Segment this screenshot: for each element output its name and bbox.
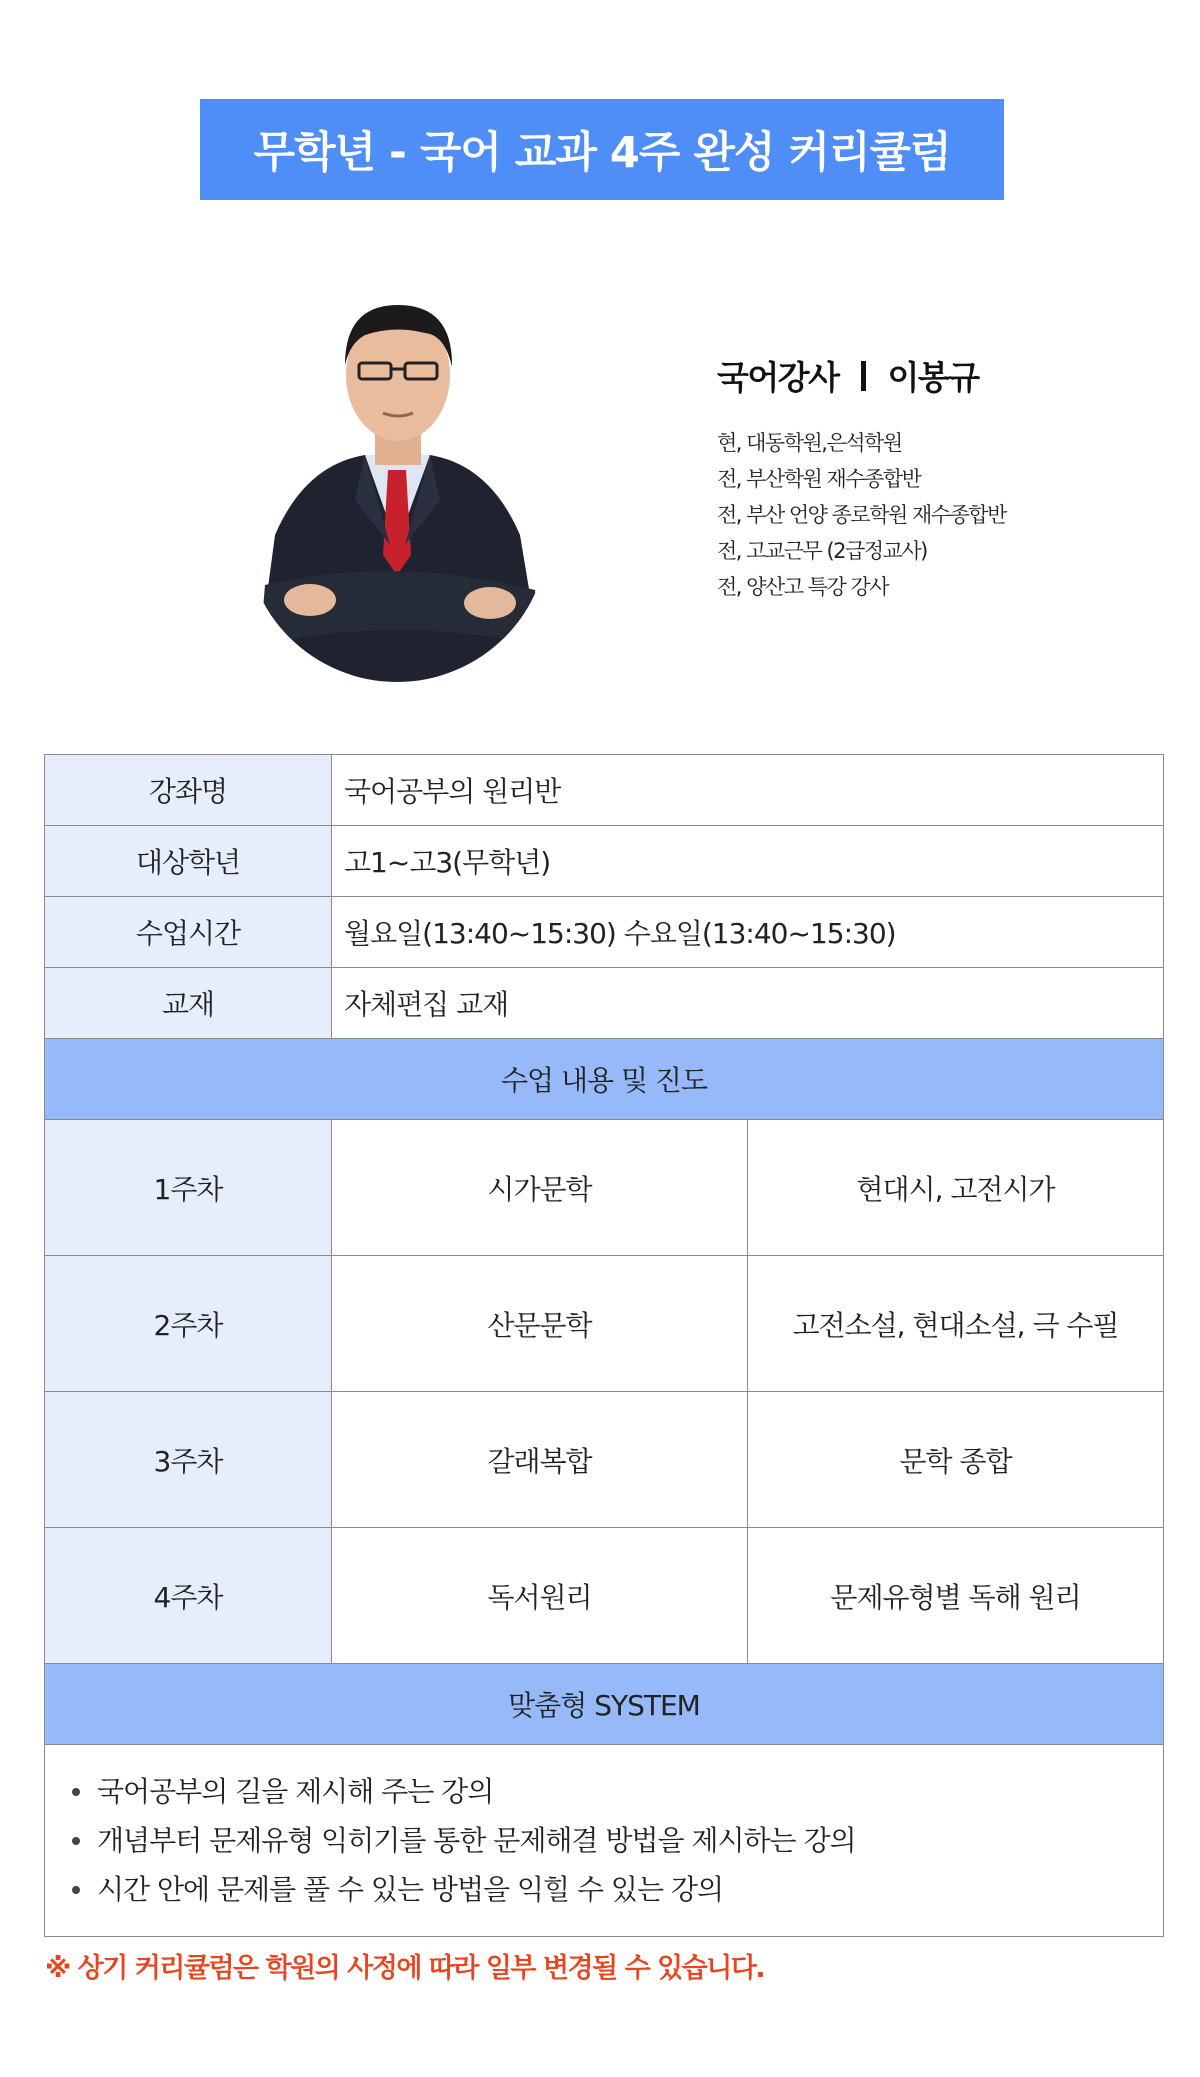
system-item: 국어공부의 길을 제시해 주는 강의 [97,1767,1163,1816]
target-grade-value: 고1~고3(무학년) [332,826,1164,897]
table-row [45,897,1164,968]
week-row [45,1528,1164,1664]
course-name-label: 강좌명 [45,755,332,826]
week-topic: 시가문학 [332,1120,748,1256]
page-title: 무학년 - 국어 교과 4주 완성 커리큘럼 [253,128,951,178]
table-row [45,826,1164,897]
course-name-value: 국어공부의 원리반 [332,755,1164,826]
week-detail: 문학 종합 [748,1392,1164,1528]
week-label: 4주차 [45,1528,332,1664]
system-notes [45,1745,1164,1937]
week-row [45,1120,1164,1256]
target-grade-label: 대상학년 [45,826,332,897]
class-time-value: 월요일(13:40~15:30) 수요일(13:40~15:30) [332,897,1164,968]
career-item: 전, 부산학원 재수종합반 [717,467,921,491]
notes-row [45,1745,1164,1937]
system-item: 개념부터 문제유형 익히기를 통한 문제해결 방법을 제시하는 강의 [97,1816,1163,1865]
textbook-value: 자체편집 교재 [332,968,1164,1039]
curriculum-table [44,754,1164,1937]
teacher-title [717,352,1137,399]
class-time-label: 수업시간 [45,897,332,968]
week-detail: 문제유형별 독해 원리 [748,1528,1164,1664]
section-row [45,1039,1164,1120]
career-item: 전, 부산 언양 종로학원 재수종합반 [717,503,1006,527]
week-label: 1주차 [45,1120,332,1256]
teacher-photo [245,285,550,685]
week-detail: 고전소설, 현대소설, 극 수필 [748,1256,1164,1392]
system-item: 시간 안에 문제를 풀 수 있는 방법을 익힐 수 있는 강의 [97,1865,1163,1914]
section-row [45,1664,1164,1745]
career-item: 전, 양산고 특강 강사 [717,575,888,599]
week-row [45,1256,1164,1392]
week-topic: 독서원리 [332,1528,748,1664]
textbook-label: 교재 [45,968,332,1039]
system-header: 맞춤형 SYSTEM [45,1664,1164,1745]
career-item: 현, 대동학원,은석학원 [717,431,902,455]
teacher-name: 이봉규 [887,358,979,397]
progress-header: 수업 내용 및 진도 [45,1039,1164,1120]
system-list [97,1767,1163,1914]
week-label: 3주차 [45,1392,332,1528]
career-item: 전, 고교근무 (2급정교사) [717,539,927,563]
table-row [45,968,1164,1039]
table-row [45,755,1164,826]
title-divider [861,361,866,391]
career-list [717,425,1137,605]
week-label: 2주차 [45,1256,332,1392]
change-notice: ※ 상기 커리큘럼은 학원의 사정에 따라 일부 변경될 수 있습니다. [45,1953,765,1984]
week-topic: 갈래복합 [332,1392,748,1528]
teacher-profile [717,352,1137,605]
week-row [45,1392,1164,1528]
week-detail: 현대시, 고전시가 [748,1120,1164,1256]
teacher-role: 국어강사 [717,358,839,397]
week-topic: 산문문학 [332,1256,748,1392]
page-title-banner [200,99,1004,200]
